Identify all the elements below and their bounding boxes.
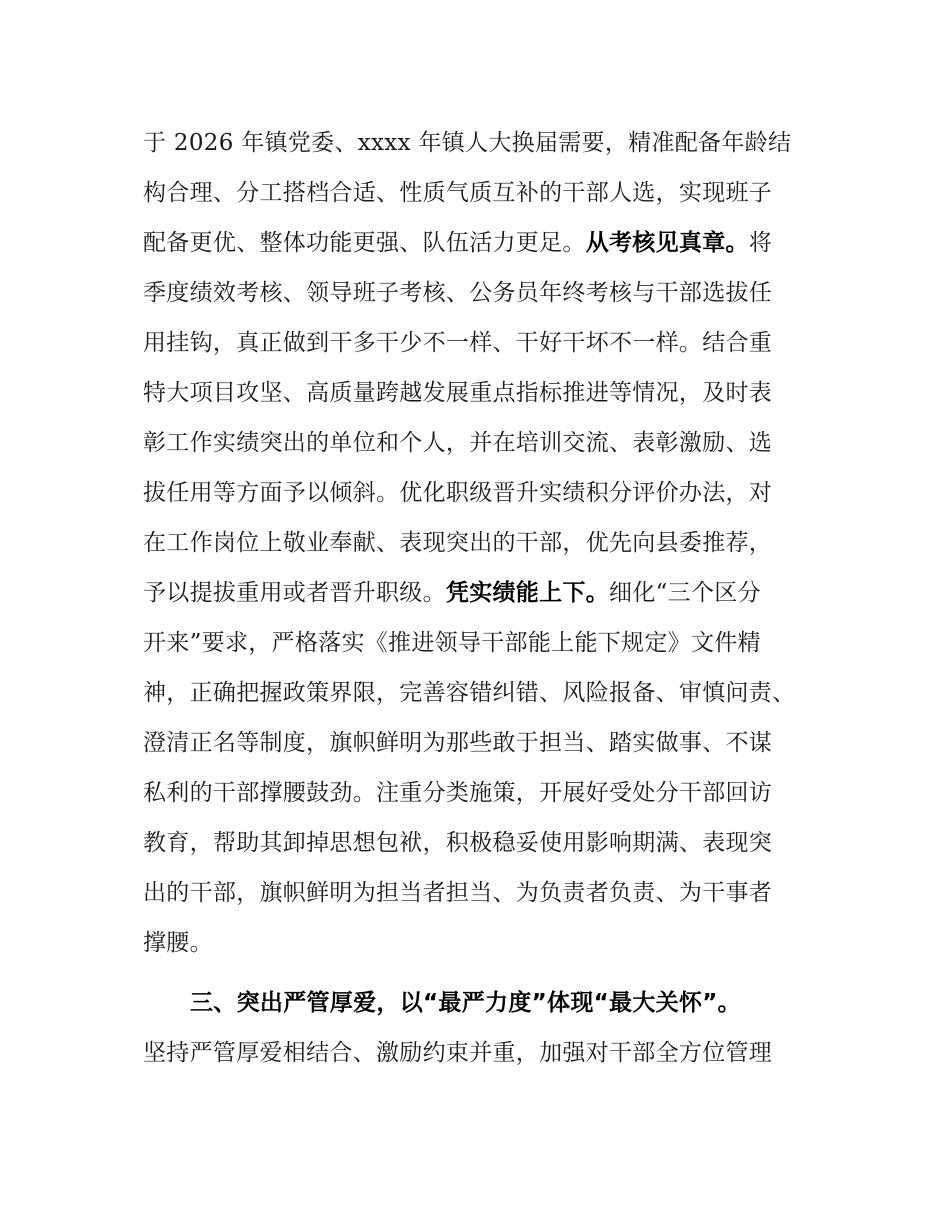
body-text: 细化“三个区分 [609, 580, 761, 606]
body-line-3 [143, 228, 772, 258]
body-line-13: 澄清正名等制度，旗帜鲜明为那些敢于担当、踏实做事、不谋 [143, 730, 773, 756]
body-line-11: 开来”要求，严格落实《推进领导干部能上能下规定》文件精 [143, 630, 761, 656]
body-line-4: 季度绩效考核、领导班子考核、公务员年终考核与干部选拔任 [143, 280, 773, 306]
section-heading: 三、突出严管厚爱，以“最严力度”体现“最大关怀”。 [190, 990, 741, 1016]
body-line-9: 在工作岗位上敬业奉献、表现突出的干部，优先向县委推荐， [143, 530, 773, 556]
body-line-6: 特大项目攻坚、高质量跨越发展重点指标推进等情况，及时表 [143, 380, 773, 406]
body-line-16: 出的干部，旗帜鲜明为担当者担当、为负责者负责、为干事者 [143, 880, 773, 906]
body-text: 配备更优、整体功能更强、队伍活力更足。 [143, 230, 586, 256]
body-line-8: 拔任用等方面予以倾斜。优化职级晋升实绩积分评价办法，对 [143, 480, 773, 506]
body-line-1: 于 2026 年镇党委、xxxx 年镇人大换届需要，精准配备年龄结 [143, 130, 792, 156]
body-line-5: 用挂钩，真正做到干多干少不一样、干好干坏不一样。结合重 [143, 330, 773, 356]
subheading-inline: 从考核见真章。 [585, 230, 749, 256]
body-text: 将 [748, 230, 773, 256]
body-text: 予以提拔重用或者晋升职级。 [143, 580, 446, 606]
body-line-10 [143, 578, 761, 608]
body-line-12: 神，正确把握政策界限，完善容错纠错、风险报备、审慎问责、 [143, 680, 796, 706]
body-line-7: 彰工作实绩突出的单位和个人，并在培训交流、表彰激励、选 [143, 430, 773, 456]
body-line-17: 撑腰。 [143, 930, 213, 956]
body-line-last: 坚持严管厚爱相结合、激励约束并重，加强对干部全方位管理 [143, 1040, 773, 1066]
body-line-2: 构合理、分工搭档合适、性质气质互补的干部人选，实现班子 [143, 180, 773, 206]
body-line-14: 私利的干部撑腰鼓劲。注重分类施策，开展好受处分干部回访 [143, 780, 773, 806]
subheading-inline: 凭实绩能上下。 [445, 580, 610, 606]
body-line-15: 教育，帮助其卸掉思想包袱，积极稳妥使用影响期满、表现突 [143, 830, 773, 856]
